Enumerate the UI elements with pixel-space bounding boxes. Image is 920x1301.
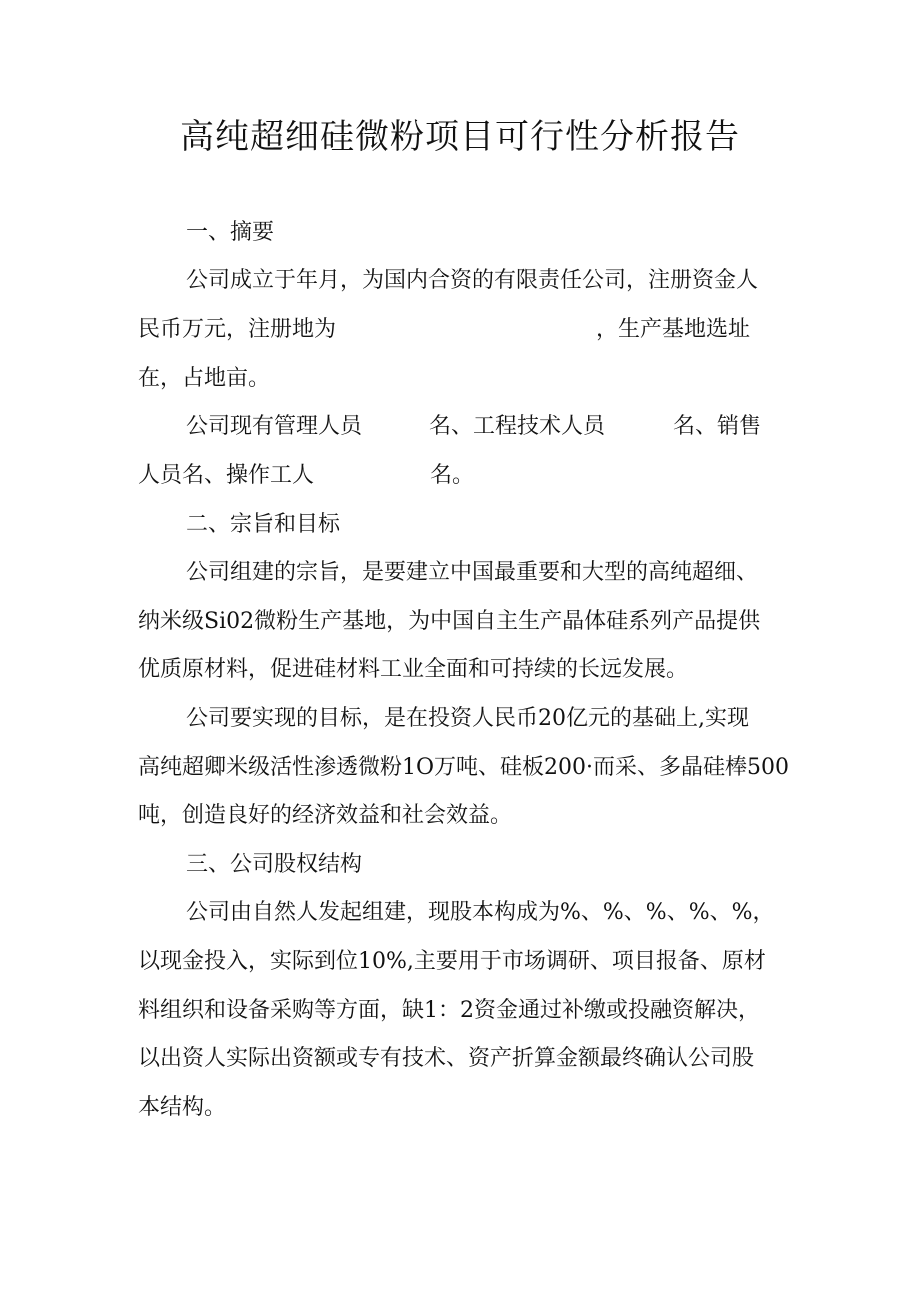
paragraph-line [138,315,778,345]
paragraph-line: 公司组建的宗旨，是要建立中国最重要和大型的高纯超细、 [186,560,759,585]
section-heading-equity-structure: 三、公司股权结构 [186,852,363,877]
text-segment: 公司现有管理人员 [186,414,363,439]
text-segment: 名、工程技术人员 [429,414,606,439]
section-heading-purpose-goals: 二、宗旨和目标 [186,512,341,537]
paragraph-line: 以现金投入，实际到位10%,主要用于市场调研、项目报备、原材 [138,949,766,974]
paragraph-line [138,461,538,491]
section-heading-summary: 一、摘要 [186,220,275,245]
paragraph-line: 本结构。 [138,1095,227,1120]
paragraph-line: 纳米级Si02微粉生产基地，为中国自主生产晶体硅系列产品提供 [138,609,761,634]
paragraph-line: 高纯超卿米级活性渗透微粉1O万吨、硅板200·而采、多晶硅棒500 [138,755,790,780]
paragraph-line: 料组织和设备采购等方面，缺1：2资金通过补缴或投融资解决， [138,998,760,1023]
paragraph-line [186,412,786,442]
text-segment: 民币万元，注册地为 [138,317,337,342]
paragraph-line: 以出资人实际出资额或专有技术、资产折算金额最终确认公司股 [138,1046,755,1071]
text-segment: 名、销售 [673,414,762,439]
paragraph-line: 公司要实现的目标，是在投资人民币20亿元的基础上,实现 [186,706,749,731]
text-segment: 人员名、操作工人 [138,463,315,488]
paragraph-line: 优质原材料，促进硅材料工业全面和可持续的长远发展。 [138,657,689,682]
paragraph-line: 吨，创造良好的经济效益和社会效益。 [138,803,513,828]
document-title: 高纯超细硅微粉项目可行性分析报告 [180,117,740,157]
text-segment: ，生产基地选址 [596,317,751,342]
paragraph-line: 公司成立于年月，为国内合资的有限责任公司，注册资金人 [186,268,759,293]
paragraph-line: 公司由自然人发起组建，现股本构成为%、%、%、%、%， [186,900,775,925]
text-segment: 名。 [430,463,475,488]
paragraph-line: 在，占地亩。 [138,366,271,391]
